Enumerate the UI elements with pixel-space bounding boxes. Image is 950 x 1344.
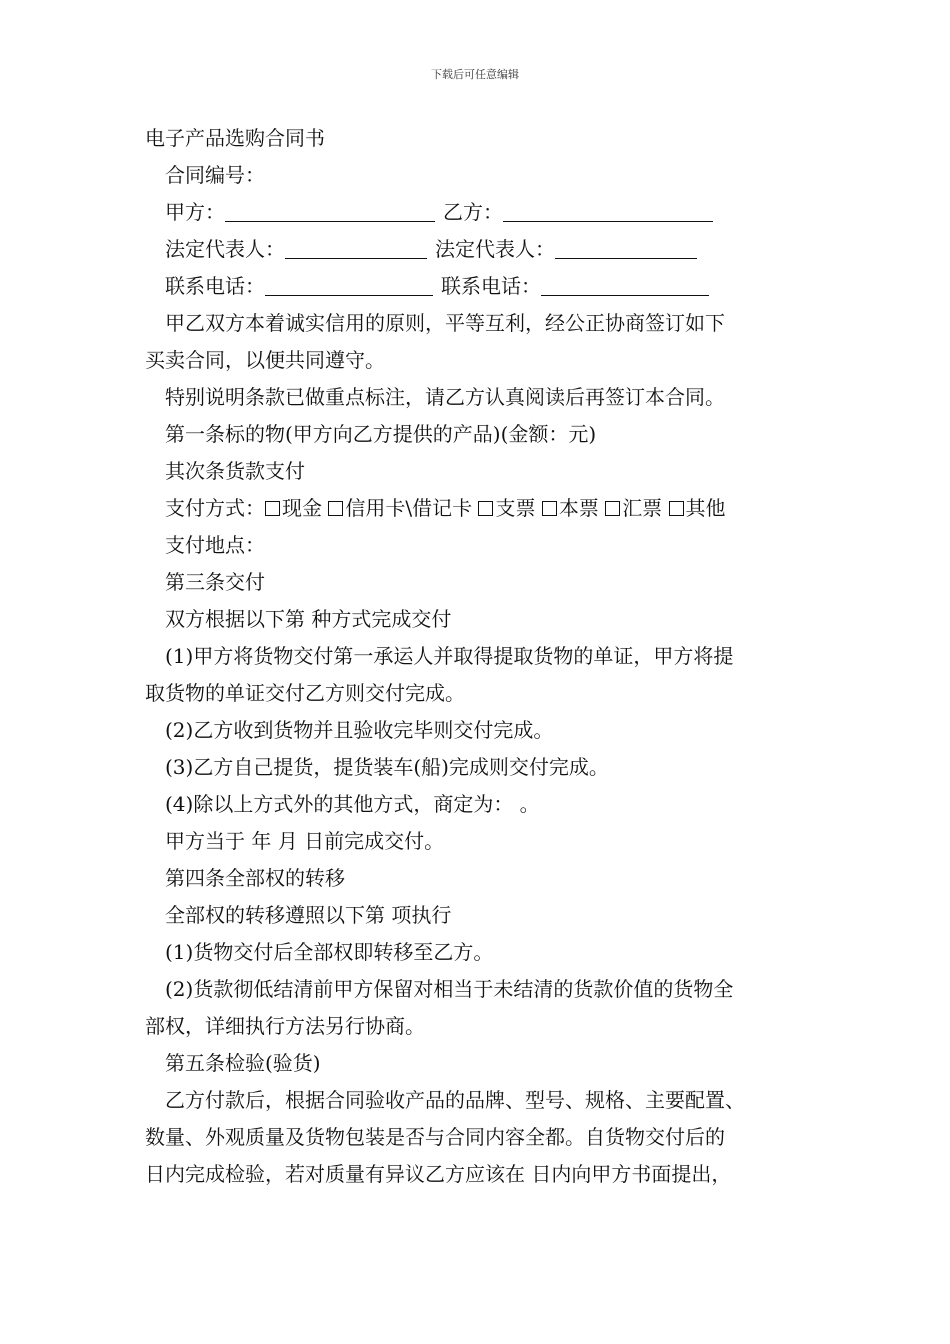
payment-method-row bbox=[145, 490, 820, 527]
payment-option: 信用卡\借记卡 bbox=[328, 496, 472, 520]
ownership-option-1: (1)货物交付后全部权即转移至乙方。 bbox=[165, 940, 494, 964]
payment-option: 其他 bbox=[669, 496, 726, 520]
parties-row bbox=[145, 194, 820, 231]
party-b-label: 乙方： bbox=[443, 200, 503, 224]
contract-number-label: 合同编号： bbox=[165, 163, 265, 187]
party-b-blank bbox=[503, 199, 713, 222]
party-a-phone-blank bbox=[265, 273, 433, 296]
document-title: 电子产品选购合同书 bbox=[145, 126, 325, 150]
payment-option: 支票 bbox=[478, 496, 535, 520]
checkbox-icon bbox=[669, 501, 684, 516]
checkbox-icon bbox=[328, 501, 343, 516]
ownership-intro: 全部权的转移遵照以下第 项执行 bbox=[165, 903, 452, 927]
party-a-legal-rep-label: 法定代表人： bbox=[165, 237, 285, 261]
checkbox-icon bbox=[265, 501, 280, 516]
party-b-phone-label: 联系电话： bbox=[441, 274, 541, 298]
article-4-heading: 第四条全部权的转移 bbox=[165, 866, 345, 890]
checkbox-icon bbox=[542, 501, 557, 516]
delivery-option-2: (2)乙方收到货物并且验收完毕则交付完成。 bbox=[165, 718, 554, 742]
checkbox-icon bbox=[605, 501, 620, 516]
delivery-option-1-line-2: 取货物的单证交付乙方则交付完成。 bbox=[145, 681, 465, 705]
intro-line-2: 买卖合同，以便共同遵守。 bbox=[145, 348, 385, 372]
article-2-heading: 其次条货款支付 bbox=[165, 459, 305, 483]
party-b-legal-rep-blank bbox=[555, 236, 697, 259]
party-a-phone-label: 联系电话： bbox=[165, 274, 265, 298]
special-note: 特别说明条款已做重点标注，请乙方认真阅读后再签订本合同。 bbox=[165, 385, 725, 409]
delivery-option-4: (4)除以上方式外的其他方式，商定为： 。 bbox=[165, 792, 540, 816]
article-5-heading: 第五条检验(验货) bbox=[165, 1051, 321, 1075]
party-a-blank bbox=[225, 199, 435, 222]
ownership-option-2-line-2: 部权，详细执行方法另行协商。 bbox=[145, 1014, 425, 1038]
legal-rep-row bbox=[145, 231, 820, 268]
article-3-heading: 第三条交付 bbox=[165, 570, 265, 594]
payment-place: 支付地点： bbox=[165, 533, 265, 557]
intro-line-1: 甲乙双方本着诚实信用的原则，平等互利，经公正协商签订如下 bbox=[165, 311, 725, 335]
checkbox-icon bbox=[478, 501, 493, 516]
party-a-legal-rep-blank bbox=[285, 236, 427, 259]
payment-method-label: 支付方式： bbox=[165, 496, 265, 520]
delivery-intro: 双方根据以下第 种方式完成交付 bbox=[165, 607, 452, 631]
header-note: 下载后可任意编辑 bbox=[431, 68, 519, 81]
ownership-option-2-line-1: (2)货款彻低结清前甲方保留对相当于未结清的货款价值的货物全 bbox=[165, 977, 734, 1001]
payment-option: 汇票 bbox=[605, 496, 662, 520]
inspection-line-1: 乙方付款后，根据合同验收产品的品牌、型号、规格、主要配置、 bbox=[165, 1088, 745, 1112]
contract-body bbox=[145, 120, 820, 1193]
party-a-label: 甲方： bbox=[165, 200, 225, 224]
delivery-option-1-line-1: (1)甲方将货物交付第一承运人并取得提取货物的单证，甲方将提 bbox=[165, 644, 734, 668]
inspection-line-2: 数量、外观质量及货物包装是否与合同内容全都。自货物交付后的 bbox=[145, 1125, 725, 1149]
article-1-heading: 第一条标的物(甲方向乙方提供的产品)(金额：元) bbox=[165, 422, 597, 446]
payment-option: 本票 bbox=[542, 496, 599, 520]
inspection-line-3: 日内完成检验，若对质量有异议乙方应该在 日内向甲方书面提出， bbox=[145, 1162, 732, 1186]
party-b-phone-blank bbox=[541, 273, 709, 296]
delivery-option-3: (3)乙方自己提货，提货装车(船)完成则交付完成。 bbox=[165, 755, 609, 779]
party-b-legal-rep-label: 法定代表人： bbox=[435, 237, 555, 261]
delivery-date: 甲方当于 年 月 日前完成交付。 bbox=[165, 829, 445, 853]
payment-option: 现金 bbox=[265, 496, 322, 520]
phone-row bbox=[145, 268, 820, 305]
